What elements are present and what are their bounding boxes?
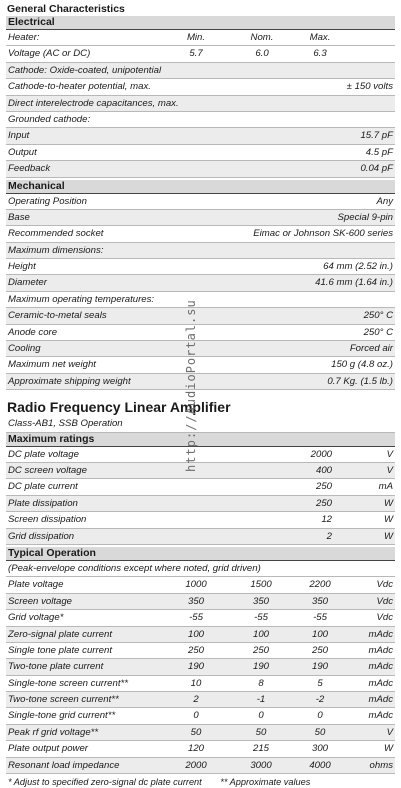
row-unit: mAdc: [368, 628, 393, 640]
row-value: Eimac or Johnson SK-600 series: [253, 228, 393, 240]
row-label: Ceramic-to-metal seals: [8, 310, 107, 322]
table-row: [6, 741, 395, 757]
section-header-mechanical: Mechanical: [6, 180, 395, 194]
heater-label: Heater:: [8, 32, 40, 43]
row-value: 250: [315, 497, 332, 509]
footnote-adjust: * Adjust to specified zero-signal dc plate current: [8, 777, 202, 788]
table-row: [6, 161, 395, 177]
value-col-1: -55: [189, 612, 203, 624]
page-title: General Characteristics: [7, 3, 125, 15]
row-label: Approximate shipping weight: [8, 375, 131, 387]
table-row: [6, 725, 395, 741]
typical-note-row: [6, 561, 395, 577]
row-label: Operating Position: [8, 195, 87, 207]
row-label: Diameter: [8, 277, 47, 289]
row-value: 2: [326, 530, 332, 542]
value-col-3: 100: [311, 628, 328, 640]
table-row: [6, 194, 395, 210]
row-unit: V: [386, 448, 393, 460]
row-value: Special 9-pin: [337, 211, 393, 223]
value-col-1: 1000: [185, 579, 207, 591]
row-unit: Vdc: [376, 595, 393, 607]
row-label: Single-tone grid current**: [8, 710, 116, 722]
footnotes: [6, 776, 395, 788]
row-label: Recommended socket: [8, 228, 104, 240]
section-header-typical-operation: Typical Operation: [6, 547, 395, 561]
row-label: Grounded cathode:: [8, 113, 91, 125]
row-value: 250° C: [363, 326, 393, 338]
value-col-1: 120: [187, 743, 204, 755]
row-label: Output: [8, 146, 37, 158]
value-col-3: -55: [313, 612, 327, 624]
value-col-1: 250: [187, 644, 204, 656]
value-nom: 6.0: [255, 48, 269, 60]
row-label: DC plate voltage: [8, 448, 79, 460]
row-unit: mAdc: [368, 677, 393, 689]
row-label: Voltage (AC or DC): [8, 48, 91, 60]
row-value: Any: [376, 195, 393, 207]
value-col-1: 10: [190, 677, 202, 689]
value-col-2: 100: [252, 628, 269, 640]
table-row: [6, 63, 395, 79]
row-label: Maximum operating temperatures:: [8, 293, 155, 305]
row-label: Plate voltage: [8, 579, 64, 591]
row-unit: mAdc: [368, 710, 393, 722]
value-col-1: 50: [190, 726, 202, 738]
row-value: 0.04 pF: [360, 163, 393, 175]
value-col-2: 8: [258, 677, 264, 689]
row-value: 250° C: [363, 310, 393, 322]
row-unit: mAdc: [368, 644, 393, 656]
column-min: Min.: [186, 32, 206, 43]
row-label: Height: [8, 261, 36, 273]
row-label: Feedback: [8, 163, 51, 175]
value-col-3: 4000: [309, 759, 331, 771]
value-col-3: 300: [311, 743, 328, 755]
table-row: [6, 46, 395, 62]
value-col-3: 190: [311, 661, 328, 673]
value-col-3: 5: [317, 677, 323, 689]
table-row: [6, 243, 395, 259]
value-col-3: 250: [311, 644, 328, 656]
row-label: Maximum dimensions:: [8, 244, 104, 256]
row-value: 64 mm (2.52 in.): [323, 261, 393, 273]
table-row: [6, 627, 395, 643]
value-col-1: 190: [187, 661, 204, 673]
row-label: Grid dissipation: [8, 530, 75, 542]
table-row: [6, 610, 395, 626]
table-row: [6, 112, 395, 128]
row-unit: Vdc: [376, 579, 393, 591]
row-value: 2000: [310, 448, 332, 460]
electrical-columns-row: [6, 30, 395, 46]
typical-note: (Peak-envelope conditions except where noted, grid driven): [8, 562, 261, 574]
row-label: Cooling: [8, 343, 41, 355]
row-unit: W: [383, 530, 393, 542]
value-col-2: 50: [255, 726, 267, 738]
row-value: 0.7 Kg. (1.5 lb.): [327, 375, 393, 387]
row-unit: W: [383, 497, 393, 509]
row-label: DC plate current: [8, 481, 78, 493]
footnote-approx: ** Approximate values: [220, 777, 311, 788]
class-line-text: Class-AB1, SSB Operation: [8, 418, 123, 430]
row-value: 41.6 mm (1.64 in.): [315, 277, 393, 289]
table-row: [6, 577, 395, 593]
value-col-2: 1500: [250, 579, 272, 591]
row-unit: mAdc: [368, 694, 393, 706]
row-value: Forced air: [349, 343, 393, 355]
row-label: Grid voltage*: [8, 612, 64, 624]
value-col-3: 50: [314, 726, 326, 738]
value-col-3: 350: [311, 595, 328, 607]
row-unit: W: [383, 743, 393, 755]
column-max: Max.: [309, 32, 331, 43]
value-min: 5.7: [189, 48, 203, 60]
row-label: Screen dissipation: [8, 514, 87, 526]
table-row: [6, 96, 395, 112]
row-value: 4.5 pF: [365, 146, 393, 158]
row-unit: W: [383, 514, 393, 526]
value-col-2: 190: [252, 661, 269, 673]
row-label: Two-tone screen current**: [8, 694, 119, 706]
table-row: [6, 512, 395, 528]
table-row: [6, 692, 395, 708]
row-label: Maximum net weight: [8, 359, 96, 371]
electrical-rows: [6, 46, 395, 177]
section-header-max-ratings: Maximum ratings: [6, 433, 395, 447]
row-unit: V: [386, 464, 393, 476]
typical-operation-rows: [6, 577, 395, 774]
row-label: Plate dissipation: [8, 497, 78, 509]
value-col-2: 3000: [250, 759, 272, 771]
value-col-2: -55: [254, 612, 268, 624]
row-label: Single tone plate current: [8, 644, 112, 656]
value-col-2: 350: [252, 595, 269, 607]
table-row: [6, 708, 395, 724]
section-header-electrical: Electrical: [6, 16, 395, 30]
row-label: Single-tone screen current**: [8, 677, 128, 689]
row-label: Anode core: [8, 326, 58, 338]
table-row: [6, 79, 395, 95]
row-label: Plate output power: [8, 743, 89, 755]
table-row: [6, 529, 395, 545]
value-col-2: -1: [256, 694, 266, 706]
row-value: ± 150 volts: [346, 81, 393, 93]
row-value: 400: [315, 464, 332, 476]
row-label: Zero-signal plate current: [8, 628, 112, 640]
table-row: [6, 479, 395, 495]
row-label: Cathode-to-heater potential, max.: [8, 81, 151, 93]
row-unit: V: [386, 726, 393, 738]
row-label: Screen voltage: [8, 595, 72, 607]
table-row: [6, 676, 395, 692]
row-label: DC screen voltage: [8, 464, 87, 476]
table-row: [6, 643, 395, 659]
table-row: [6, 226, 395, 242]
rf-amplifier-title: Radio Frequency Linear Amplifier: [7, 399, 231, 416]
table-row: [6, 496, 395, 512]
value-col-2: 215: [252, 743, 269, 755]
row-label: Direct interelectrode capacitances, max.: [8, 97, 179, 109]
value-max: 6.3: [313, 48, 327, 60]
value-col-3: -2: [315, 694, 325, 706]
row-unit: ohms: [369, 759, 393, 771]
row-label: Resonant load impedance: [8, 759, 120, 771]
row-label: Two-tone plate current: [8, 661, 104, 673]
row-label: Peak rf grid voltage**: [8, 726, 99, 738]
table-row: [6, 128, 395, 144]
table-row: [6, 594, 395, 610]
row-unit: mAdc: [368, 661, 393, 673]
row-value: 12: [321, 514, 332, 526]
value-col-2: 250: [252, 644, 269, 656]
row-label: Cathode: Oxide-coated, unipotential: [8, 64, 162, 76]
table-row: [6, 659, 395, 675]
row-label: Base: [8, 211, 30, 223]
row-value: 150 g (4.8 oz.): [331, 359, 393, 371]
value-col-3: 0: [317, 710, 323, 722]
row-unit: Vdc: [376, 612, 393, 624]
value-col-3: 2200: [309, 579, 331, 591]
row-value: 250: [315, 481, 332, 493]
column-nom: Nom.: [250, 32, 274, 43]
table-row: [6, 758, 395, 774]
value-col-1: 350: [187, 595, 204, 607]
row-value: 15.7 pF: [360, 130, 393, 142]
value-col-1: 2: [193, 694, 199, 706]
watermark: http://AudioPortal.su: [184, 299, 198, 472]
row-label: Input: [8, 130, 30, 142]
value-col-2: 0: [258, 710, 264, 722]
table-row: [6, 145, 395, 161]
row-unit: mA: [378, 481, 393, 493]
value-col-1: 0: [193, 710, 199, 722]
table-row: [6, 210, 395, 226]
value-col-1: 100: [187, 628, 204, 640]
value-col-1: 2000: [185, 759, 207, 771]
